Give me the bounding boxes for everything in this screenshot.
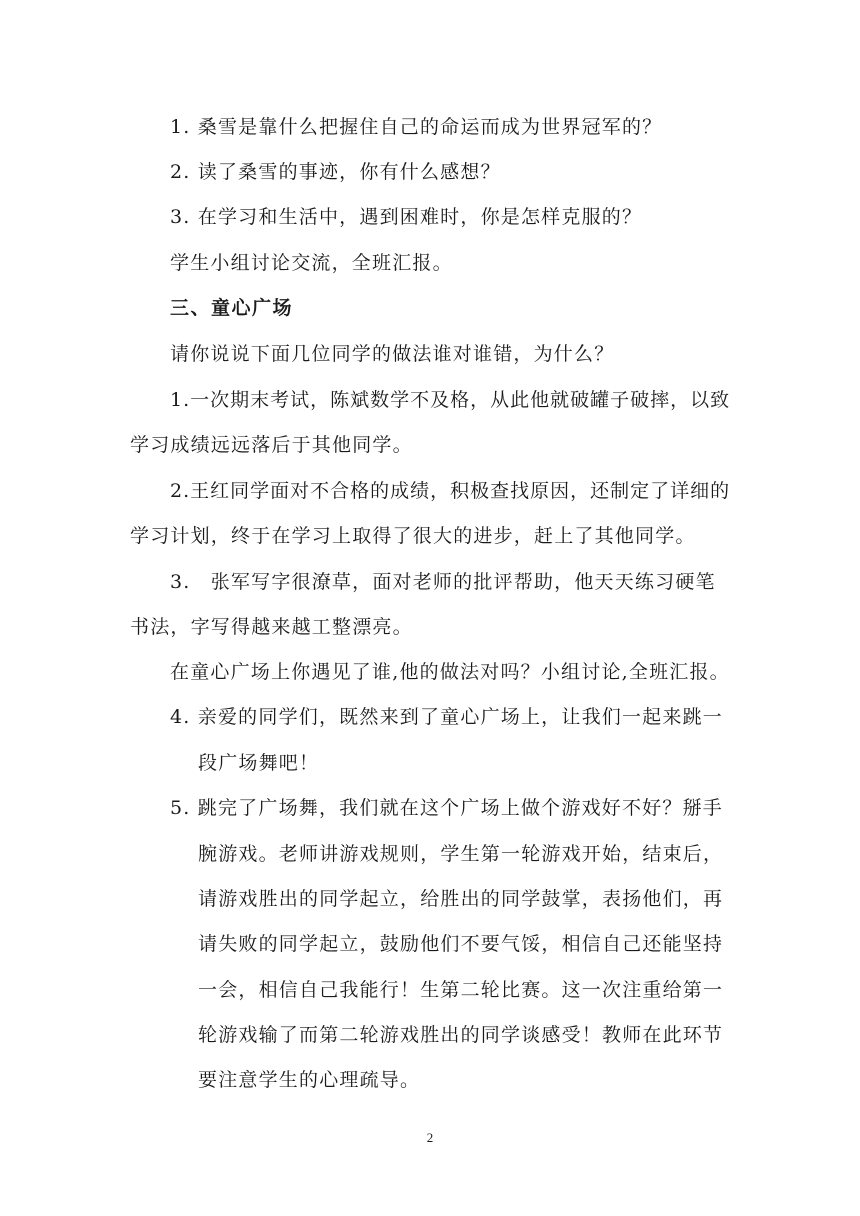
question-1: 1. 桑雪是靠什么把握住自己的命运而成为世界冠军的？ bbox=[170, 116, 663, 138]
item-5-line-7: 要注意学生的心理疏导。 bbox=[198, 1069, 421, 1091]
discussion-note: 学生小组讨论交流，全班汇报。 bbox=[170, 252, 453, 274]
item-5-line-2: 腕游戏。老师讲游戏规则，学生第一轮游戏开始，结束后， bbox=[198, 843, 724, 865]
case-3-line-1: 3. 张军写字很潦草，面对老师的批评帮助，他天天练习硬笔 bbox=[170, 571, 716, 593]
plaza-question: 在童心广场上你遇见了谁,他的做法对吗？小组讨论,全班汇报。 bbox=[170, 661, 730, 683]
case-1-line-1: 1.一次期末考试，陈斌数学不及格，从此他就破罐子破摔，以致 bbox=[170, 389, 731, 411]
case-1-line-2: 学习成绩远远落后于其他同学。 bbox=[130, 434, 413, 456]
case-2-line-2: 学习计划，终于在学习上取得了很大的进步，赶上了其他同学。 bbox=[130, 525, 696, 547]
item-5-line-3: 请游戏胜出的同学起立，给胜出的同学鼓掌，表扬他们，再 bbox=[198, 888, 724, 910]
case-3-line-2: 书法，字写得越来越工整漂亮。 bbox=[130, 616, 413, 638]
question-2: 2. 读了桑雪的事迹，你有什么感想？ bbox=[170, 161, 501, 183]
section-prompt: 请你说说下面几位同学的做法谁对谁错，为什么？ bbox=[170, 343, 615, 365]
item-4-line-1: 4. 亲爱的同学们，既然来到了童心广场上，让我们一起来跳一 bbox=[170, 706, 723, 728]
item-5-line-5: 一会，相信自己我能行！生第二轮比赛。这一次注重给第一 bbox=[198, 979, 724, 1001]
item-5-line-1: 5. 跳完了广场舞，我们就在这个广场上做个游戏好不好？掰手 bbox=[170, 797, 723, 819]
item-5-line-6: 轮游戏输了而第二轮游戏胜出的同学谈感受！教师在此环节 bbox=[198, 1024, 724, 1046]
case-2-line-1: 2.王红同学面对不合格的成绩，积极查找原因，还制定了详细的 bbox=[170, 480, 731, 502]
page-number: 2 bbox=[426, 1130, 434, 1145]
item-4-line-2: 段广场舞吧！ bbox=[198, 752, 320, 774]
section-heading: 三、童心广场 bbox=[170, 297, 294, 319]
question-3: 3. 在学习和生活中，遇到困难时，你是怎样克服的？ bbox=[170, 206, 643, 228]
item-5-line-4: 请失败的同学起立，鼓励他们不要气馁，相信自己还能坚持 bbox=[198, 933, 724, 955]
